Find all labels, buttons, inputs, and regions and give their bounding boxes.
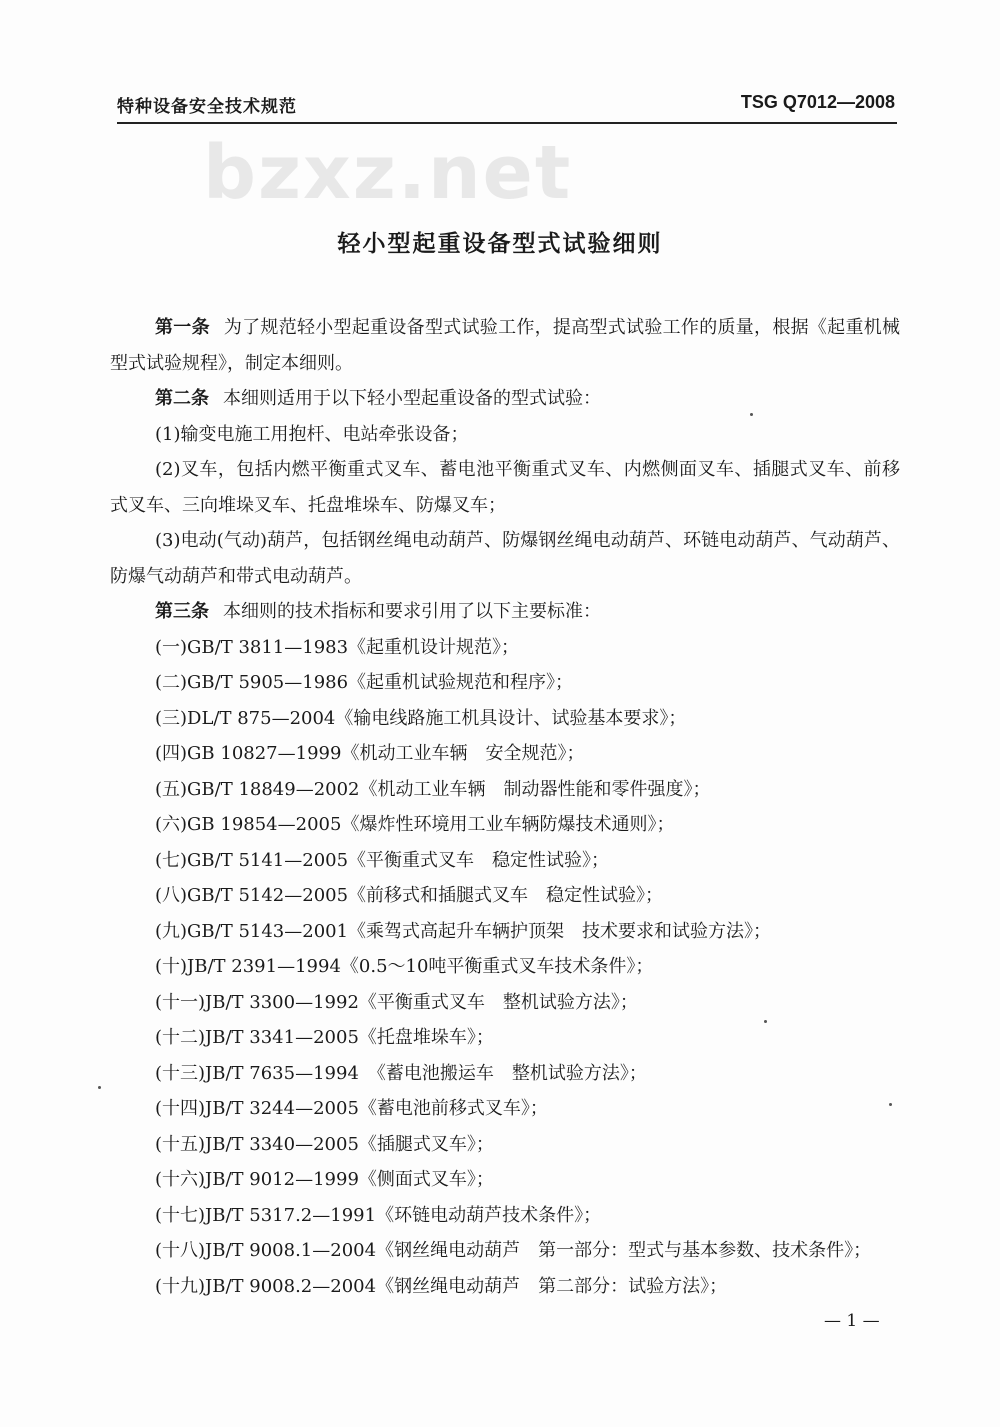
standard-item: (十八)JB/T 9008.1—2004《钢丝绳电动葫芦 第一部分：型式与基本参数、技术条件》； xyxy=(155,1240,872,1261)
scan-speck xyxy=(98,1086,101,1089)
standard-item: (十七)JB/T 5317.2—1991《环链电动葫芦技术条件》； xyxy=(155,1204,602,1226)
article-2-text: 本细则适用于以下轻小型起重设备的型式试验： xyxy=(223,388,601,409)
article-1-text: 为了规范轻小型起重设备型式试验工作，提高型式试验工作的质量，根据《起重机械型式试验规程》，制定本细则。 xyxy=(110,317,901,374)
standard-item: (二)GB/T 5905—1986《起重机试验规范和程序》； xyxy=(155,672,574,693)
running-header xyxy=(117,88,895,124)
standard-item: (十一)JB/T 3300—1992《平衡重式叉车 整机试验方法》； xyxy=(155,991,638,1013)
document-body xyxy=(110,310,900,1304)
header-document-code: TSG Q7012—2008 xyxy=(740,92,895,112)
scan-speck xyxy=(750,413,753,416)
document-title: 轻小型起重设备型式试验细则 xyxy=(337,231,663,257)
standard-item: (八)GB/T 5142—2005《前移式和插腿式叉车 稳定性试验》； xyxy=(155,885,664,906)
scan-speck xyxy=(889,1103,892,1106)
article-3-text: 本细则的技术指标和要求引用了以下主要标准： xyxy=(223,601,601,622)
standard-item: (十二)JB/T 3341—2005《托盘堆垛车》； xyxy=(155,1027,494,1048)
standard-item: (四)GB 10827—1999《机动工业车辆 安全规范》； xyxy=(155,743,585,764)
article-3 xyxy=(110,594,900,630)
standard-item: (十四)JB/T 3244—2005《蓄电池前移式叉车》； xyxy=(155,1098,548,1119)
article-3-label: 第三条 xyxy=(155,601,209,622)
page-number: — 1 — xyxy=(824,1311,880,1331)
header-rule xyxy=(117,122,897,124)
standard-item: (十六)JB/T 9012—1999《侧面式叉车》； xyxy=(155,1169,494,1190)
article-2-item: (3)电动(气动)葫芦，包括钢丝绳电动葫芦、防爆钢丝绳电动葫芦、环链电动葫芦、气动葫芦、防爆气动葫芦和带式电动葫芦。 xyxy=(110,530,900,587)
scan-speck xyxy=(764,1020,767,1023)
standard-item: (五)GB/T 18849—2002《机动工业车辆 制动器性能和零件强度》； xyxy=(155,778,711,800)
standard-item: (七)GB/T 5141—2005《平衡重式叉车 稳定性试验》； xyxy=(155,849,610,871)
watermark: bzxz.net xyxy=(203,130,573,216)
header-series-title: 特种设备安全技术规范 xyxy=(117,97,297,117)
standard-item: (十)JB/T 2391—1994《0.5～10吨平衡重式叉车技术条件》； xyxy=(155,956,654,977)
standard-item: (九)GB/T 5143—2001《乘驾式高起升车辆护顶架 技术要求和试验方法》； xyxy=(155,920,772,942)
article-2-item: (2)叉车，包括内燃平衡重式叉车、蓄电池平衡重式叉车、内燃侧面叉车、插腿式叉车、前移式叉车、三向堆垛叉车、托盘堆垛车、防爆叉车； xyxy=(110,459,900,516)
article-2 xyxy=(110,381,900,417)
standard-item: (三)DL/T 875—2004《输电线路施工机具设计、试验基本要求》； xyxy=(155,707,687,729)
article-1 xyxy=(110,310,900,381)
article-2-item: (1)输变电施工用抱杆、电站牵张设备； xyxy=(155,423,469,445)
standard-item: (一)GB/T 3811—1983《起重机设计规范》； xyxy=(155,636,520,658)
standard-item: (十九)JB/T 9008.2—2004《钢丝绳电动葫芦 第二部分：试验方法》； xyxy=(155,1275,728,1297)
standard-item: (十三)JB/T 7635—1994 《蓄电池搬运车 整机试验方法》； xyxy=(155,1062,647,1084)
article-2-label: 第二条 xyxy=(155,388,209,409)
standard-item: (六)GB 19854—2005《爆炸性环境用工业车辆防爆技术通则》； xyxy=(155,814,675,835)
standard-item: (十五)JB/T 3340—2005《插腿式叉车》； xyxy=(155,1133,494,1155)
article-1-label: 第一条 xyxy=(155,317,210,338)
